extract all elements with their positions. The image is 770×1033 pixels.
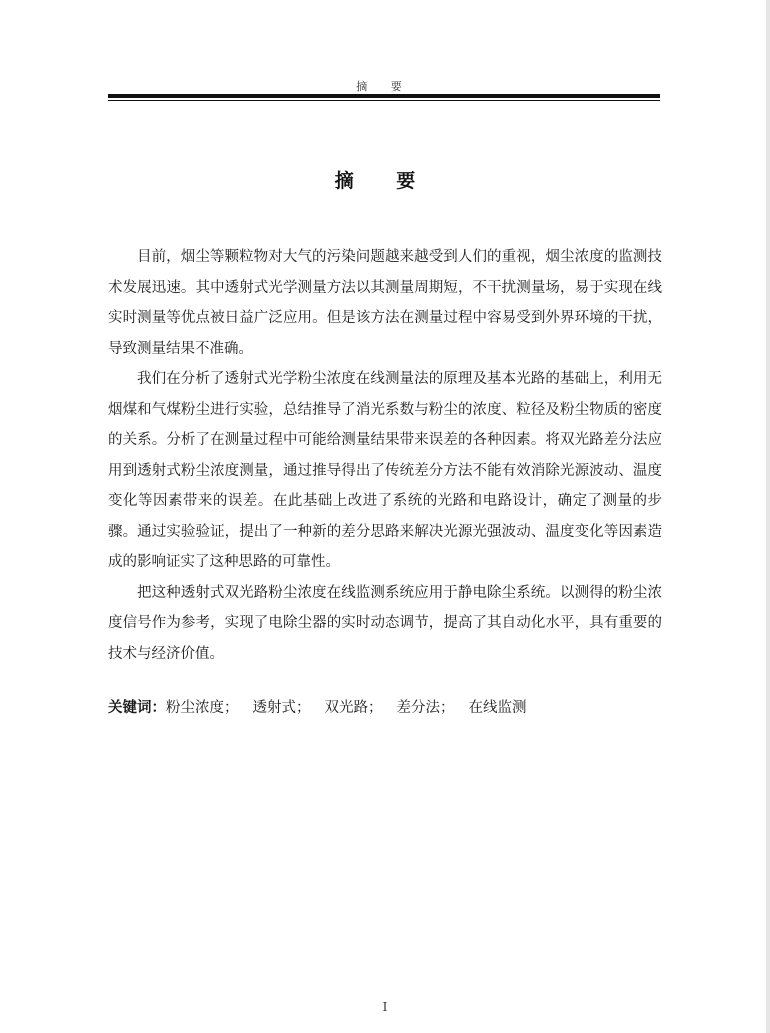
page-number: I bbox=[382, 1000, 388, 1014]
abstract-body bbox=[108, 242, 662, 669]
keywords-line bbox=[108, 696, 662, 720]
keyword-item: 在线监测 bbox=[468, 700, 527, 716]
keywords-label: 关键词： bbox=[108, 700, 166, 716]
header-rule-thick bbox=[108, 94, 660, 98]
running-header: 摘 要 bbox=[356, 80, 412, 93]
keyword-item: 透射式； bbox=[252, 700, 311, 716]
abstract-paragraph-1: 目前，烟尘等颗粒物对大气的污染问题越来越受到人们的重视，烟尘浓度的监测技术发展迅速。其中透射式光学测量方法以其测量周期短，不干扰测量场，易于实现在线实时测量等优点被日益广泛应用。但是该方法在测量过程中容易受到外界环境的干扰，导致测量结果不准确。 bbox=[108, 249, 662, 357]
keyword-item: 差分法； bbox=[396, 700, 455, 716]
keyword-item: 粉尘浓度； bbox=[166, 700, 239, 716]
keyword-item: 双光路； bbox=[324, 700, 383, 716]
abstract-paragraph-2: 我们在分析了透射式光学粉尘浓度在线测量法的原理及基本光路的基础上，利用无烟煤和气煤粉尘进行实验，总结推导了消光系数与粉尘的浓度、粒径及粉尘物质的密度的关系。分析了在测量过程中可能给测量结果带来误差的各种因素。将双光路差分法应用到透射式粉尘浓度测量，通过推导得出了传统差分方法不能有效消除光源波动、温度变化等因素带来的误差。在此基础上改进了系统的光路和电路设计，确定了测量的步骤。通过实验验证，提出了一种新的差分思路来解决光源光强波动、温度变化等因素造成的影响证实了这种思路的可靠性。 bbox=[108, 371, 662, 570]
abstract-paragraph-3: 把这种透射式双光路粉尘浓度在线监测系统应用于静电除尘系统。以测得的粉尘浓度信号作为参考，实现了电除尘器的实时动态调节，提高了其自动化水平，具有重要的技术与经济价值。 bbox=[108, 584, 662, 662]
header-rule-thin bbox=[108, 100, 660, 101]
page-title: 摘 要 bbox=[334, 170, 434, 192]
page-edge-shadow bbox=[766, 0, 770, 1033]
